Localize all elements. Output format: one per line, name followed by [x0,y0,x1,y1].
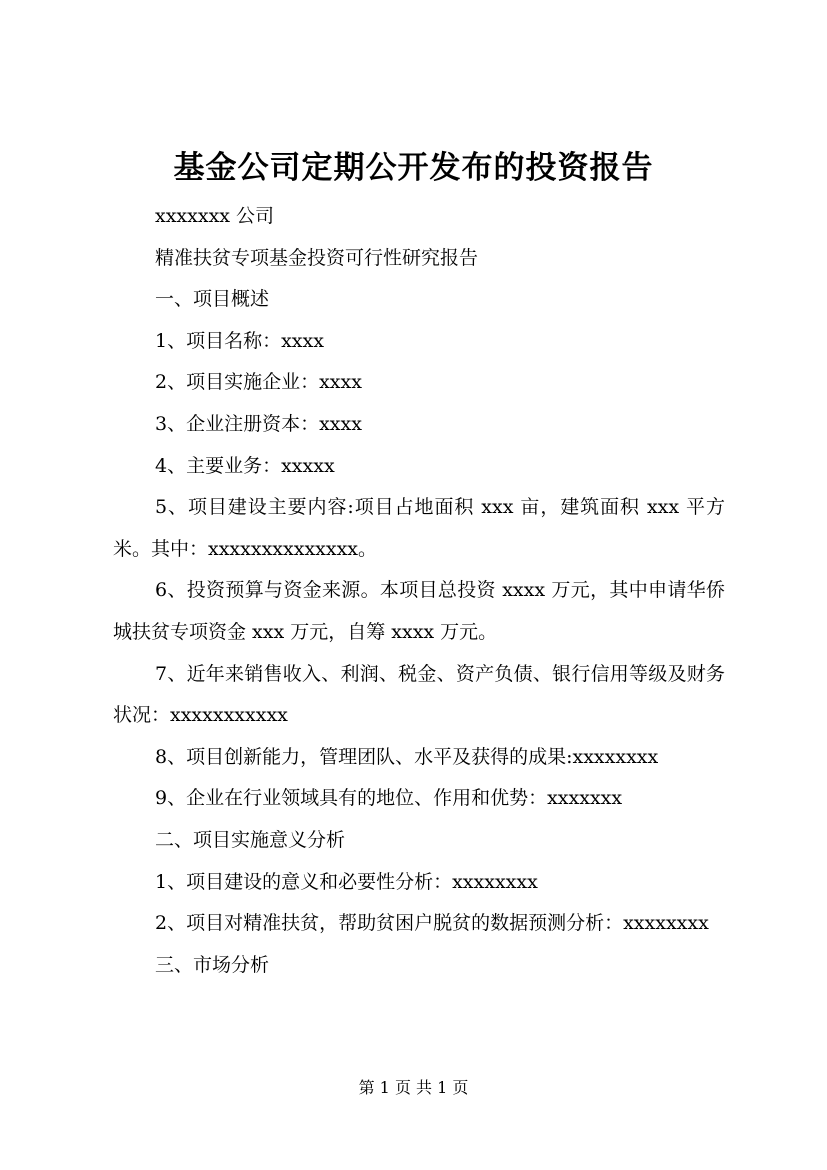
item-significance: 1、项目建设的意义和必要性分析：xxxxxxxx [155,870,538,893]
item-implementing-company: 2、项目实施企业：xxxx [155,371,362,394]
section-heading-significance: 二、项目实施意义分析 [155,828,346,851]
item-registered-capital: 3、企业注册资本：xxxx [155,412,362,435]
report-subtitle: 精准扶贫专项基金投资可行性研究报告 [155,246,479,269]
company-line: xxxxxxx 公司 [155,205,275,227]
item-industry-position: 9、企业在行业领域具有的地位、作用和优势：xxxxxxx [155,787,623,810]
section-heading-overview: 一、项目概述 [155,288,270,311]
document-body [113,196,725,986]
item-poverty-forecast: 2、项目对精准扶贫，帮助贫困户脱贫的数据预测分析：xxxxxxxx [155,912,709,935]
page-footer: 第 1 页 共 1 页 [358,1078,469,1097]
document-title: 基金公司定期公开发布的投资报告 [173,150,654,186]
section-heading-market: 三、市场分析 [155,953,270,976]
item-construction-content: 5、项目建设主要内容:项目占地面积 xxx 亩，建筑面积 xxx 平方米。其中：xxxxxxxxxxxxxx。 [113,496,725,560]
item-investment-budget: 6、投资预算与资金来源。本项目总投资 xxxx 万元，其中申请华侨城扶贫专项资金 xxx 万元，自筹 xxxx 万元。 [113,579,725,643]
item-main-business: 4、主要业务：xxxxx [155,454,335,477]
item-project-name: 1、项目名称：xxxx [155,329,324,352]
item-financial-status: 7、近年来销售收入、利润、税金、资产负债、银行信用等级及财务状况：xxxxxxxxxxx [113,662,725,727]
item-innovation: 8、项目创新能力，管理团队、水平及获得的成果:xxxxxxxx [155,745,659,768]
